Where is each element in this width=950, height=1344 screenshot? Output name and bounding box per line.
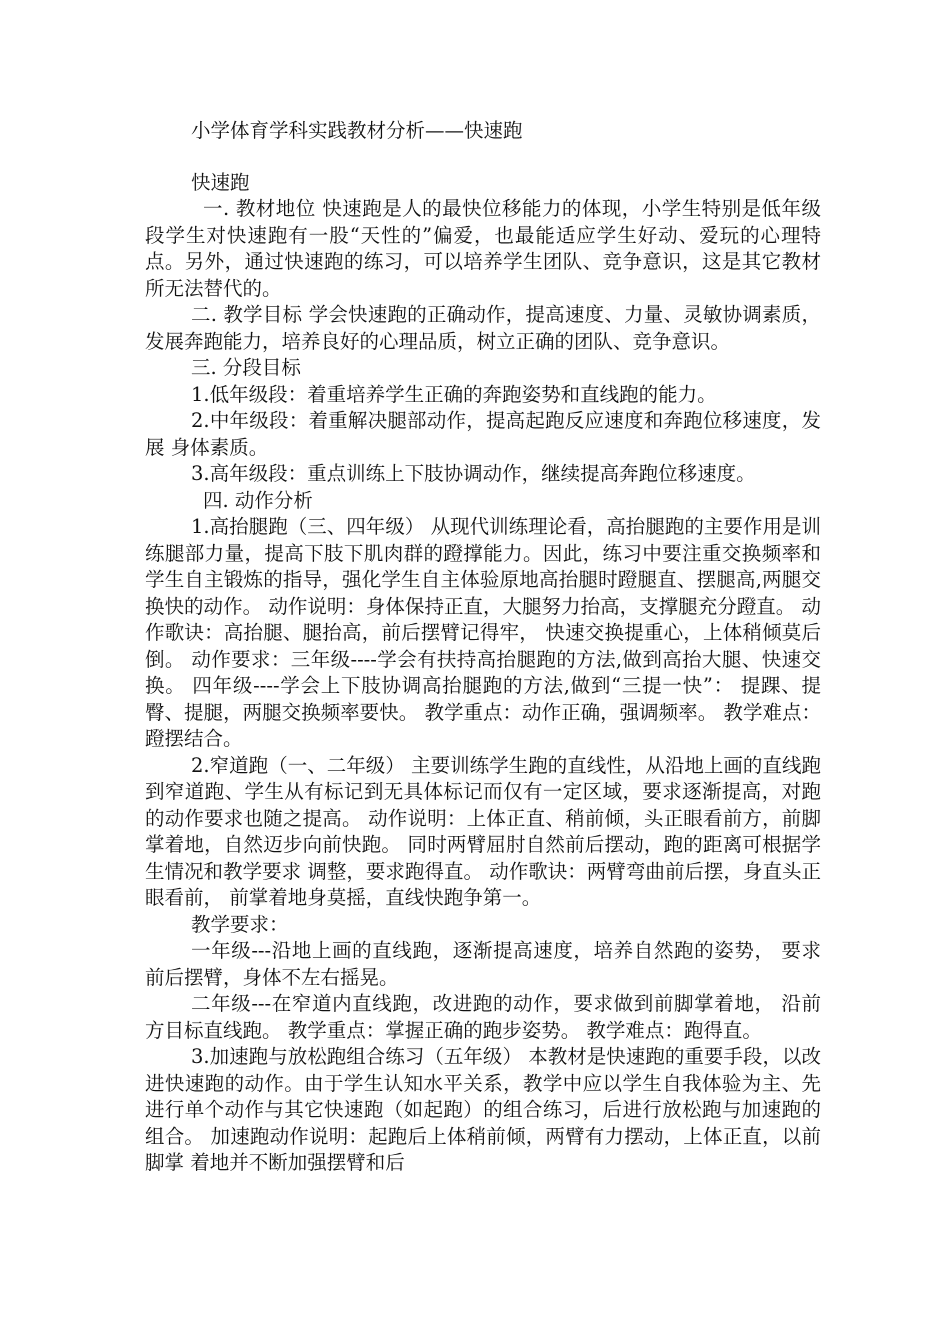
heading-movement-analysis: 四. 动作分析 — [203, 488, 313, 512]
paragraph-high-knee-run: 1.高抬腿跑（三、四年级） 从现代训练理论看，高抬腿跑的主要作用是训练腿部力量，提高下肢下肌肉群的蹬撑能力。因此，练习中要注重交换频率和学生自主锻炼的指导，强化学生自主体验原地高抬腿时蹬腿直、摆腿高,两腿交换快的动作。 动作说明：身体保持正直，大腿努力抬高，支撑腿充分蹬直。 动作歌诀：高抬腿、腿抬高，前后摆臂记得牢， 快速交换提重心，上体稍倾莫后倒。 动作要求：三年级----学会有扶持高抬腿跑的方法,做到高抬大腿、快速交换。 四年级----学会上下肢协调高抬腿跑的方法,做到“三提一快”： 提踝、提臀、提腿，两腿交换频率要快。 教学重点：动作正确，强调频率。 教学难点：蹬摆结合。 — [145, 515, 821, 750]
document-body — [145, 118, 821, 1177]
document-subtitle: 快速跑 — [191, 170, 250, 194]
document-title: 小学体育学科实践教材分析——快速跑 — [191, 119, 523, 142]
paragraph-acceleration-run: 3.加速跑与放松跑组合练习（五年级） 本教材是快速跑的重要手段，以改进快速跑的动作。由于学生认知水平关系，教学中应以学生自我体验为主、先进行单个动作与其它快速跑（如起跑）的组合练习，后进行放松跑与加速跑的组合。 加速跑动作说明：起跑后上体稍前倾，两臂有力摆动，上体正直，以前脚掌 着地并不断加强摆臂和后 — [145, 1045, 821, 1174]
paragraph-narrow-lane-run: 2.窄道跑（一、二年级） 主要训练学生跑的直线性，从沿地上画的直线跑到窄道跑、学生从有标记到无具体标记而仅有一定区域，要求逐渐提高，对跑的动作要求也随之提高。 动作说明：上体正直、稍前倾，头正眼看前方，前脚掌着地，自然迈步向前快跑。 同时两臂屈肘自然前后摆动，跑的距离可根据学生情况和教学要求 调整，要求跑得直。 动作歌诀：两臂弯曲前后摆，身直头正眼看前， 前掌着地身莫摇，直线快跑争第一。 — [145, 753, 821, 909]
paragraph-middle-grades: 2.中年级段：着重解决腿部动作，提高起跑反应速度和奔跑位移速度，发展 身体素质。 — [145, 409, 821, 459]
paragraph-teaching-position: 一. 教材地位 快速跑是人的最快位移能力的体现，小学生特别是低年级段学生对快速跑有一股“天性的”偏爱，也最能适应学生好动、爱玩的心理特点。另外，通过快速跑的练习，可以培养学生团队、竞争意识，这是其它教材所无法替代的。 — [145, 197, 821, 300]
paragraph-upper-grades: 3.高年级段：重点训练上下肢协调动作，继续提高奔跑位移速度。 — [191, 462, 756, 485]
paragraph-teaching-goals: 二. 教学目标 学会快速跑的正确动作，提高速度、力量、灵敏协调素质，发展奔跑能力，培养良好的心理品质，树立正确的团队、竞争意识。 — [145, 303, 821, 353]
heading-teaching-requirements: 教学要求： — [191, 912, 289, 936]
paragraph-lower-grades: 1.低年级段：着重培养学生正确的奔跑姿势和直线跑的能力。 — [191, 382, 717, 406]
paragraph-grade-two: 二年级---在窄道内直线跑，改进跑的动作，要求做到前脚掌着地， 沿前方目标直线跑。 教学重点：掌握正确的跑步姿势。 教学难点：跑得直。 — [145, 992, 821, 1042]
paragraph-grade-one: 一年级---沿地上画的直线跑，逐渐提高速度，培养自然跑的姿势， 要求前后摆臂，身体不左右摇晃。 — [145, 939, 821, 989]
heading-stage-goals: 三. 分段目标 — [191, 356, 301, 379]
